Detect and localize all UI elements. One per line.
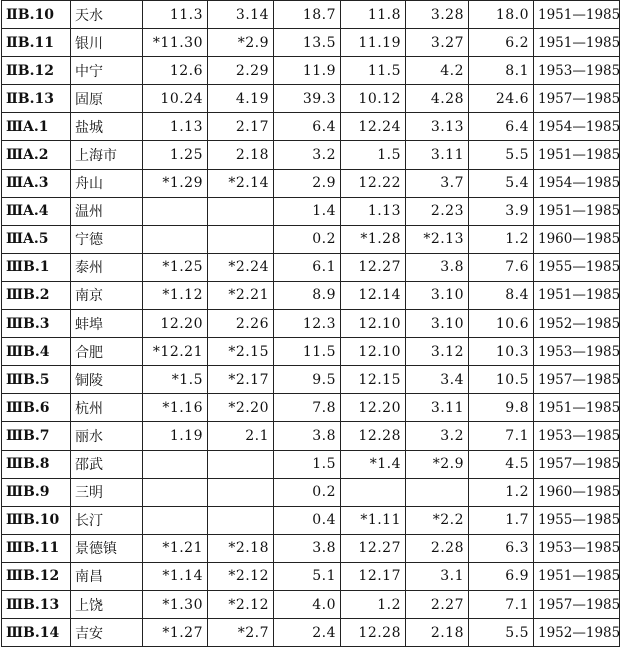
cell-date-end: 2.1 — [208, 422, 274, 450]
cell-value-b: 5.4 — [469, 169, 534, 197]
cell-date-start-b: 10.12 — [341, 85, 406, 113]
cell-station-name: 丽水 — [71, 422, 143, 450]
cell-date-start-b: 1.5 — [341, 141, 406, 169]
table-row — [2, 422, 620, 450]
cell-station-name: 温州 — [71, 197, 143, 225]
cell-date-end-b: *2.9 — [406, 450, 469, 478]
cell-date-start-b: 12.28 — [341, 422, 406, 450]
cell-value-a: 13.5 — [274, 29, 341, 57]
cell-date-end: 2.18 — [208, 141, 274, 169]
cell-zone-code: ⅢB.2 — [2, 281, 71, 309]
table-row — [2, 281, 620, 309]
cell-date-end: *2.12 — [208, 562, 274, 590]
cell-record-period: 1954—1985 — [534, 113, 620, 141]
cell-date-start-b: *1.28 — [341, 225, 406, 253]
cell-date-start — [143, 197, 208, 225]
table-row — [2, 169, 620, 197]
cell-record-period: 1953—1985 — [534, 338, 620, 366]
cell-date-end-b: 3.11 — [406, 394, 469, 422]
cell-record-period: 1951—1985 — [534, 29, 620, 57]
cell-date-start-b: 12.20 — [341, 394, 406, 422]
cell-date-end: *2.21 — [208, 281, 274, 309]
cell-record-period: 1957—1985 — [534, 366, 620, 394]
cell-value-b: 8.1 — [469, 57, 534, 85]
cell-date-end: *2.7 — [208, 619, 274, 647]
cell-date-end-b: *2.2 — [406, 506, 469, 534]
cell-value-b: 24.6 — [469, 85, 534, 113]
cell-date-start — [143, 478, 208, 506]
cell-date-end-b: 4.28 — [406, 85, 469, 113]
data-table — [1, 0, 620, 647]
cell-record-period: 1957—1985 — [534, 85, 620, 113]
cell-date-start-b: 12.17 — [341, 562, 406, 590]
cell-zone-code: ⅡB.13 — [2, 85, 71, 113]
cell-date-start: 10.24 — [143, 85, 208, 113]
cell-value-b: 7.1 — [469, 422, 534, 450]
cell-date-end-b: *2.13 — [406, 225, 469, 253]
cell-value-b: 1.2 — [469, 478, 534, 506]
cell-record-period: 1951—1985 — [534, 394, 620, 422]
cell-zone-code: ⅢB.6 — [2, 394, 71, 422]
cell-date-end-b: 3.10 — [406, 310, 469, 338]
cell-record-period: 1955—1985 — [534, 506, 620, 534]
cell-date-end-b: 2.27 — [406, 590, 469, 618]
cell-value-b: 3.9 — [469, 197, 534, 225]
cell-date-start — [143, 450, 208, 478]
cell-date-end: 3.14 — [208, 1, 274, 29]
cell-value-b: 18.0 — [469, 1, 534, 29]
cell-date-end — [208, 506, 274, 534]
cell-date-end-b: 3.27 — [406, 29, 469, 57]
cell-date-start: 1.25 — [143, 141, 208, 169]
cell-value-a: 3.8 — [274, 534, 341, 562]
cell-value-a: 5.1 — [274, 562, 341, 590]
cell-date-end-b: 3.11 — [406, 141, 469, 169]
cell-value-b: 6.4 — [469, 113, 534, 141]
cell-date-end: 4.19 — [208, 85, 274, 113]
cell-value-a: 39.3 — [274, 85, 341, 113]
cell-station-name: 泰州 — [71, 253, 143, 281]
cell-value-a: 6.1 — [274, 253, 341, 281]
cell-record-period: 1953—1985 — [534, 57, 620, 85]
cell-station-name: 宁德 — [71, 225, 143, 253]
cell-date-end: 2.26 — [208, 310, 274, 338]
cell-station-name: 三明 — [71, 478, 143, 506]
cell-station-name: 吉安 — [71, 619, 143, 647]
cell-zone-code: ⅡB.10 — [2, 1, 71, 29]
cell-station-name: 铜陵 — [71, 366, 143, 394]
cell-value-b: 10.3 — [469, 338, 534, 366]
table-row — [2, 619, 620, 647]
cell-date-end: *2.12 — [208, 590, 274, 618]
table-row — [2, 310, 620, 338]
cell-record-period: 1955—1985 — [534, 253, 620, 281]
cell-date-start: *1.21 — [143, 534, 208, 562]
cell-date-end-b: 3.1 — [406, 562, 469, 590]
cell-record-period: 1954—1985 — [534, 169, 620, 197]
cell-date-end-b: 4.2 — [406, 57, 469, 85]
cell-zone-code: ⅡB.12 — [2, 57, 71, 85]
cell-value-b: 4.5 — [469, 450, 534, 478]
cell-date-end — [208, 225, 274, 253]
cell-date-start-b — [341, 478, 406, 506]
cell-value-a: 8.9 — [274, 281, 341, 309]
cell-date-start-b: 12.27 — [341, 253, 406, 281]
cell-zone-code: ⅢB.1 — [2, 253, 71, 281]
cell-station-name: 景德镇 — [71, 534, 143, 562]
cell-zone-code: ⅢA.2 — [2, 141, 71, 169]
cell-record-period: 1960—1985 — [534, 478, 620, 506]
cell-zone-code: ⅢA.3 — [2, 169, 71, 197]
cell-date-end — [208, 450, 274, 478]
cell-station-name: 上海市 — [71, 141, 143, 169]
cell-value-a: 1.4 — [274, 197, 341, 225]
cell-station-name: 上饶 — [71, 590, 143, 618]
cell-record-period: 1953—1985 — [534, 534, 620, 562]
cell-record-period: 1951—1985 — [534, 562, 620, 590]
cell-zone-code: ⅢA.5 — [2, 225, 71, 253]
cell-record-period: 1951—1985 — [534, 281, 620, 309]
cell-record-period: 1957—1985 — [534, 590, 620, 618]
cell-date-end-b: 3.13 — [406, 113, 469, 141]
cell-value-b: 7.6 — [469, 253, 534, 281]
table-row — [2, 562, 620, 590]
cell-value-a: 11.9 — [274, 57, 341, 85]
cell-value-b: 9.8 — [469, 394, 534, 422]
cell-record-period: 1960—1985 — [534, 225, 620, 253]
cell-date-end-b: 3.8 — [406, 253, 469, 281]
cell-station-name: 邵武 — [71, 450, 143, 478]
cell-value-a: 18.7 — [274, 1, 341, 29]
cell-value-a: 0.2 — [274, 225, 341, 253]
cell-record-period: 1952—1985 — [534, 619, 620, 647]
cell-station-name: 盐城 — [71, 113, 143, 141]
table-row — [2, 590, 620, 618]
cell-station-name: 合肥 — [71, 338, 143, 366]
cell-date-end — [208, 478, 274, 506]
cell-zone-code: ⅢB.13 — [2, 590, 71, 618]
cell-date-start-b: 1.2 — [341, 590, 406, 618]
cell-station-name: 杭州 — [71, 394, 143, 422]
cell-value-a: 12.3 — [274, 310, 341, 338]
cell-date-start: *1.5 — [143, 366, 208, 394]
cell-date-end-b: 2.18 — [406, 619, 469, 647]
cell-value-b: 5.5 — [469, 619, 534, 647]
table-row — [2, 534, 620, 562]
cell-station-name: 天水 — [71, 1, 143, 29]
cell-date-end: 2.17 — [208, 113, 274, 141]
cell-value-a: 11.5 — [274, 338, 341, 366]
cell-date-end: *2.15 — [208, 338, 274, 366]
cell-zone-code: ⅢB.5 — [2, 366, 71, 394]
cell-date-start: *1.29 — [143, 169, 208, 197]
cell-date-end-b: 2.23 — [406, 197, 469, 225]
cell-date-start-b: *1.11 — [341, 506, 406, 534]
cell-date-start-b: 12.10 — [341, 338, 406, 366]
cell-record-period: 1952—1985 — [534, 310, 620, 338]
cell-date-start: 1.19 — [143, 422, 208, 450]
cell-date-end-b: 3.12 — [406, 338, 469, 366]
table-row — [2, 366, 620, 394]
cell-value-b: 5.5 — [469, 141, 534, 169]
cell-date-end: *2.18 — [208, 534, 274, 562]
cell-date-end-b: 3.2 — [406, 422, 469, 450]
cell-date-end-b: 3.4 — [406, 366, 469, 394]
cell-value-a: 0.4 — [274, 506, 341, 534]
table-body — [2, 1, 620, 647]
cell-date-end: *2.9 — [208, 29, 274, 57]
cell-date-end-b: 3.28 — [406, 1, 469, 29]
cell-record-period: 1951—1985 — [534, 197, 620, 225]
cell-value-b: 1.7 — [469, 506, 534, 534]
cell-value-a: 2.4 — [274, 619, 341, 647]
cell-date-start-b: 12.24 — [341, 113, 406, 141]
table-row — [2, 113, 620, 141]
cell-value-a: 3.2 — [274, 141, 341, 169]
cell-record-period: 1953—1985 — [534, 422, 620, 450]
cell-record-period: 1957—1985 — [534, 450, 620, 478]
cell-zone-code: ⅢB.3 — [2, 310, 71, 338]
cell-record-period: 1951—1985 — [534, 1, 620, 29]
cell-date-start — [143, 225, 208, 253]
cell-date-start-b: 12.28 — [341, 619, 406, 647]
table-row — [2, 394, 620, 422]
cell-zone-code: ⅢB.7 — [2, 422, 71, 450]
cell-station-name: 蚌埠 — [71, 310, 143, 338]
cell-value-b: 10.5 — [469, 366, 534, 394]
cell-station-name: 中宁 — [71, 57, 143, 85]
table-row — [2, 57, 620, 85]
cell-date-start: *1.12 — [143, 281, 208, 309]
cell-zone-code: ⅢA.4 — [2, 197, 71, 225]
cell-value-b: 6.3 — [469, 534, 534, 562]
cell-zone-code: ⅢB.9 — [2, 478, 71, 506]
table-row — [2, 338, 620, 366]
cell-date-start: 12.20 — [143, 310, 208, 338]
cell-zone-code: ⅢB.8 — [2, 450, 71, 478]
cell-value-b: 6.2 — [469, 29, 534, 57]
cell-value-b: 8.4 — [469, 281, 534, 309]
cell-date-end-b: 3.7 — [406, 169, 469, 197]
cell-date-start-b: 11.19 — [341, 29, 406, 57]
cell-date-start: 1.13 — [143, 113, 208, 141]
cell-date-start: *11.30 — [143, 29, 208, 57]
cell-date-end-b: 3.10 — [406, 281, 469, 309]
table-row — [2, 450, 620, 478]
cell-date-end: *2.14 — [208, 169, 274, 197]
cell-zone-code: ⅢB.4 — [2, 338, 71, 366]
cell-value-b: 1.2 — [469, 225, 534, 253]
table-row — [2, 478, 620, 506]
cell-date-start — [143, 506, 208, 534]
cell-date-start-b: 1.13 — [341, 197, 406, 225]
cell-station-name: 银川 — [71, 29, 143, 57]
cell-date-end: *2.20 — [208, 394, 274, 422]
table-row — [2, 29, 620, 57]
cell-date-start: *1.27 — [143, 619, 208, 647]
cell-value-b: 6.9 — [469, 562, 534, 590]
cell-date-start-b: 11.8 — [341, 1, 406, 29]
cell-value-a: 0.2 — [274, 478, 341, 506]
cell-date-start: *12.21 — [143, 338, 208, 366]
cell-zone-code: ⅢB.14 — [2, 619, 71, 647]
table-row — [2, 225, 620, 253]
cell-value-b: 10.6 — [469, 310, 534, 338]
table-row — [2, 506, 620, 534]
cell-station-name: 长汀 — [71, 506, 143, 534]
cell-date-end: *2.17 — [208, 366, 274, 394]
cell-date-start-b: *1.4 — [341, 450, 406, 478]
cell-value-a: 4.0 — [274, 590, 341, 618]
cell-date-end-b: 2.28 — [406, 534, 469, 562]
cell-date-start: *1.14 — [143, 562, 208, 590]
cell-zone-code: ⅡB.11 — [2, 29, 71, 57]
cell-station-name: 固原 — [71, 85, 143, 113]
cell-date-start-b: 12.22 — [341, 169, 406, 197]
table-row — [2, 1, 620, 29]
cell-date-start-b: 12.10 — [341, 310, 406, 338]
cell-zone-code: ⅢB.10 — [2, 506, 71, 534]
cell-date-start-b: 12.15 — [341, 366, 406, 394]
table-row — [2, 85, 620, 113]
cell-value-a: 7.8 — [274, 394, 341, 422]
cell-value-a: 9.5 — [274, 366, 341, 394]
cell-date-start-b: 12.14 — [341, 281, 406, 309]
cell-station-name: 南昌 — [71, 562, 143, 590]
cell-date-start: *1.16 — [143, 394, 208, 422]
cell-value-a: 6.4 — [274, 113, 341, 141]
table-row — [2, 253, 620, 281]
cell-date-start: *1.25 — [143, 253, 208, 281]
cell-date-start: *1.30 — [143, 590, 208, 618]
cell-value-b: 7.1 — [469, 590, 534, 618]
cell-zone-code: ⅢA.1 — [2, 113, 71, 141]
cell-zone-code: ⅢB.12 — [2, 562, 71, 590]
cell-date-start: 11.3 — [143, 1, 208, 29]
cell-date-start: 12.6 — [143, 57, 208, 85]
cell-value-a: 2.9 — [274, 169, 341, 197]
cell-value-a: 3.8 — [274, 422, 341, 450]
cell-date-end: 2.29 — [208, 57, 274, 85]
cell-record-period: 1951—1985 — [534, 141, 620, 169]
cell-date-end — [208, 197, 274, 225]
table-row — [2, 141, 620, 169]
cell-station-name: 南京 — [71, 281, 143, 309]
cell-date-end: *2.24 — [208, 253, 274, 281]
cell-date-start-b: 12.27 — [341, 534, 406, 562]
cell-date-start-b: 11.5 — [341, 57, 406, 85]
cell-value-a: 1.5 — [274, 450, 341, 478]
cell-zone-code: ⅢB.11 — [2, 534, 71, 562]
cell-station-name: 舟山 — [71, 169, 143, 197]
table-row — [2, 197, 620, 225]
cell-date-end-b — [406, 478, 469, 506]
